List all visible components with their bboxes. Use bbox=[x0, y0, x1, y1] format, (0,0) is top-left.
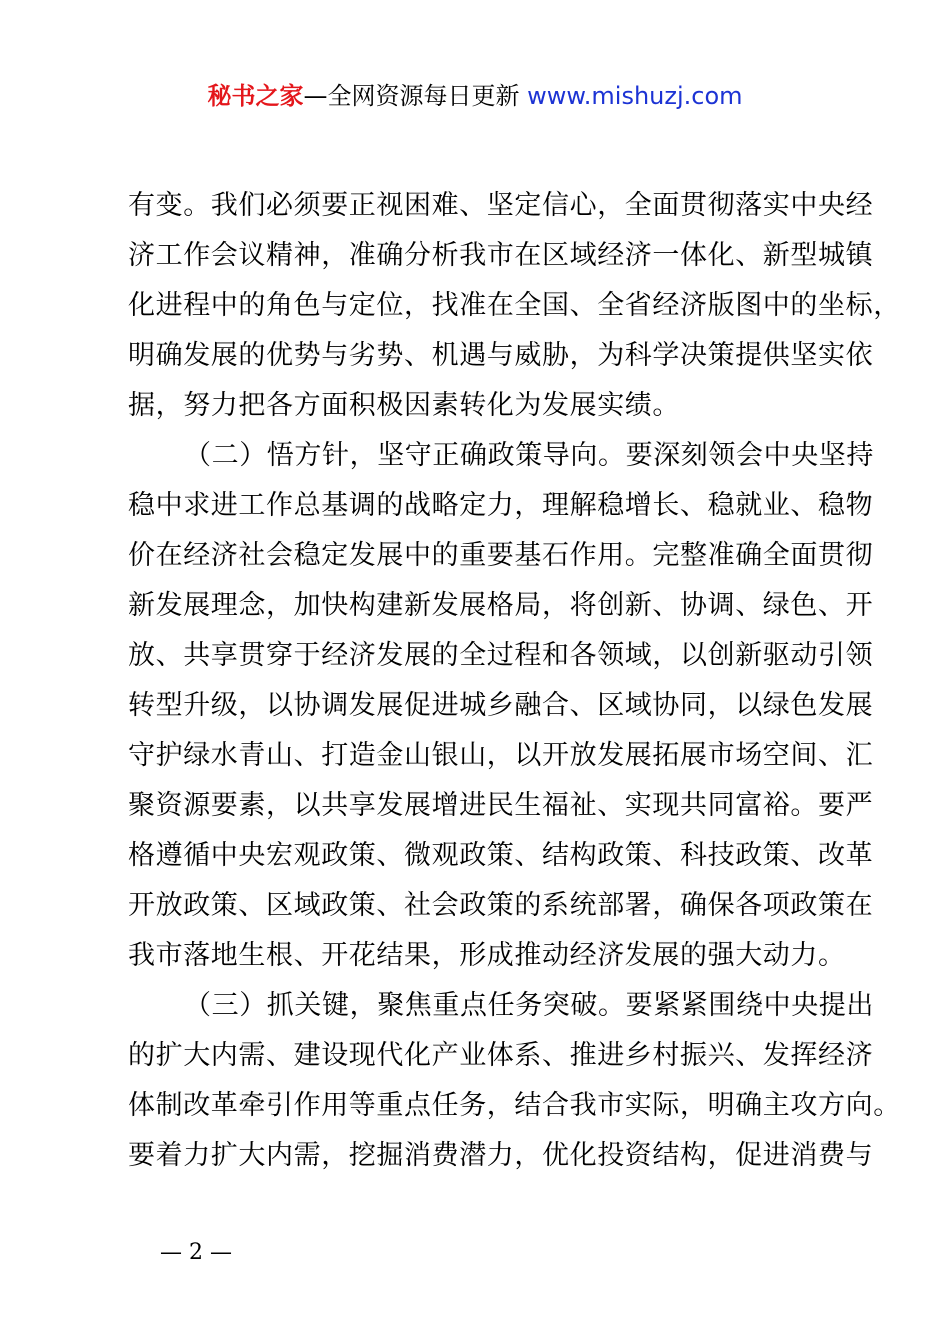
text-line: 开放政策、区域政策、社会政策的系统部署，确保各项政策在 bbox=[128, 890, 874, 921]
text-line: 稳中求进工作总基调的战略定力，理解稳增长、稳就业、稳物 bbox=[128, 490, 874, 521]
text-line: 据，努力把各方面积极因素转化为发展实绩。 bbox=[128, 390, 680, 421]
paragraph-3 bbox=[128, 981, 901, 1181]
page-number: — 2 — bbox=[160, 1240, 232, 1265]
text-line: 化进程中的角色与定位，找准在全国、全省经济版图中的坐标， bbox=[128, 290, 901, 321]
text-line: 明确发展的优势与劣势、机遇与威胁，为科学决策提供坚实依 bbox=[128, 340, 874, 371]
text-line: 放、共享贯穿于经济发展的全过程和各领域，以创新驱动引领 bbox=[128, 640, 874, 671]
paragraph-1 bbox=[128, 181, 901, 431]
text-line: 的扩大内需、建设现代化产业体系、推进乡村振兴、发挥经济 bbox=[128, 1040, 874, 1071]
text-line: （二）悟方针，坚守正确政策导向。要深刻领会中央坚持 bbox=[184, 440, 874, 471]
site-brand: 秘书之家 bbox=[207, 82, 304, 110]
text-line: 转型升级，以协调发展促进城乡融合、区域协同，以绿色发展 bbox=[128, 690, 874, 721]
text-line: 我市落地生根、开花结果，形成推动经济发展的强大动力。 bbox=[128, 940, 846, 971]
text-line: 聚资源要素，以共享发展增进民生福祉、实现共同富裕。要严 bbox=[128, 790, 874, 821]
paragraph-2 bbox=[128, 431, 874, 981]
text-line: 体制改革牵引作用等重点任务，结合我市实际，明确主攻方向。 bbox=[128, 1090, 901, 1121]
site-banner bbox=[0, 80, 950, 112]
text-line: （三）抓关键，聚焦重点任务突破。要紧紧围绕中央提出 bbox=[184, 990, 874, 1021]
document-body bbox=[128, 181, 901, 1181]
text-line: 济工作会议精神，准确分析我市在区域经济一体化、新型城镇 bbox=[128, 240, 874, 271]
text-line: 新发展理念，加快构建新发展格局，将创新、协调、绿色、开 bbox=[128, 590, 874, 621]
text-line: 守护绿水青山、打造金山银山，以开放发展拓展市场空间、汇 bbox=[128, 740, 874, 771]
text-line: 要着力扩大内需，挖掘消费潜力，优化投资结构，促进消费与 bbox=[128, 1140, 874, 1171]
site-url[interactable]: www.mishuzj.com bbox=[527, 82, 743, 110]
site-tagline: —全网资源每日更新 bbox=[303, 82, 520, 110]
text-line: 格遵循中央宏观政策、微观政策、结构政策、科技政策、改革 bbox=[128, 840, 874, 871]
text-line: 价在经济社会稳定发展中的重要基石作用。完整准确全面贯彻 bbox=[128, 540, 874, 571]
text-line: 有变。我们必须要正视困难、坚定信心，全面贯彻落实中央经 bbox=[128, 190, 874, 221]
